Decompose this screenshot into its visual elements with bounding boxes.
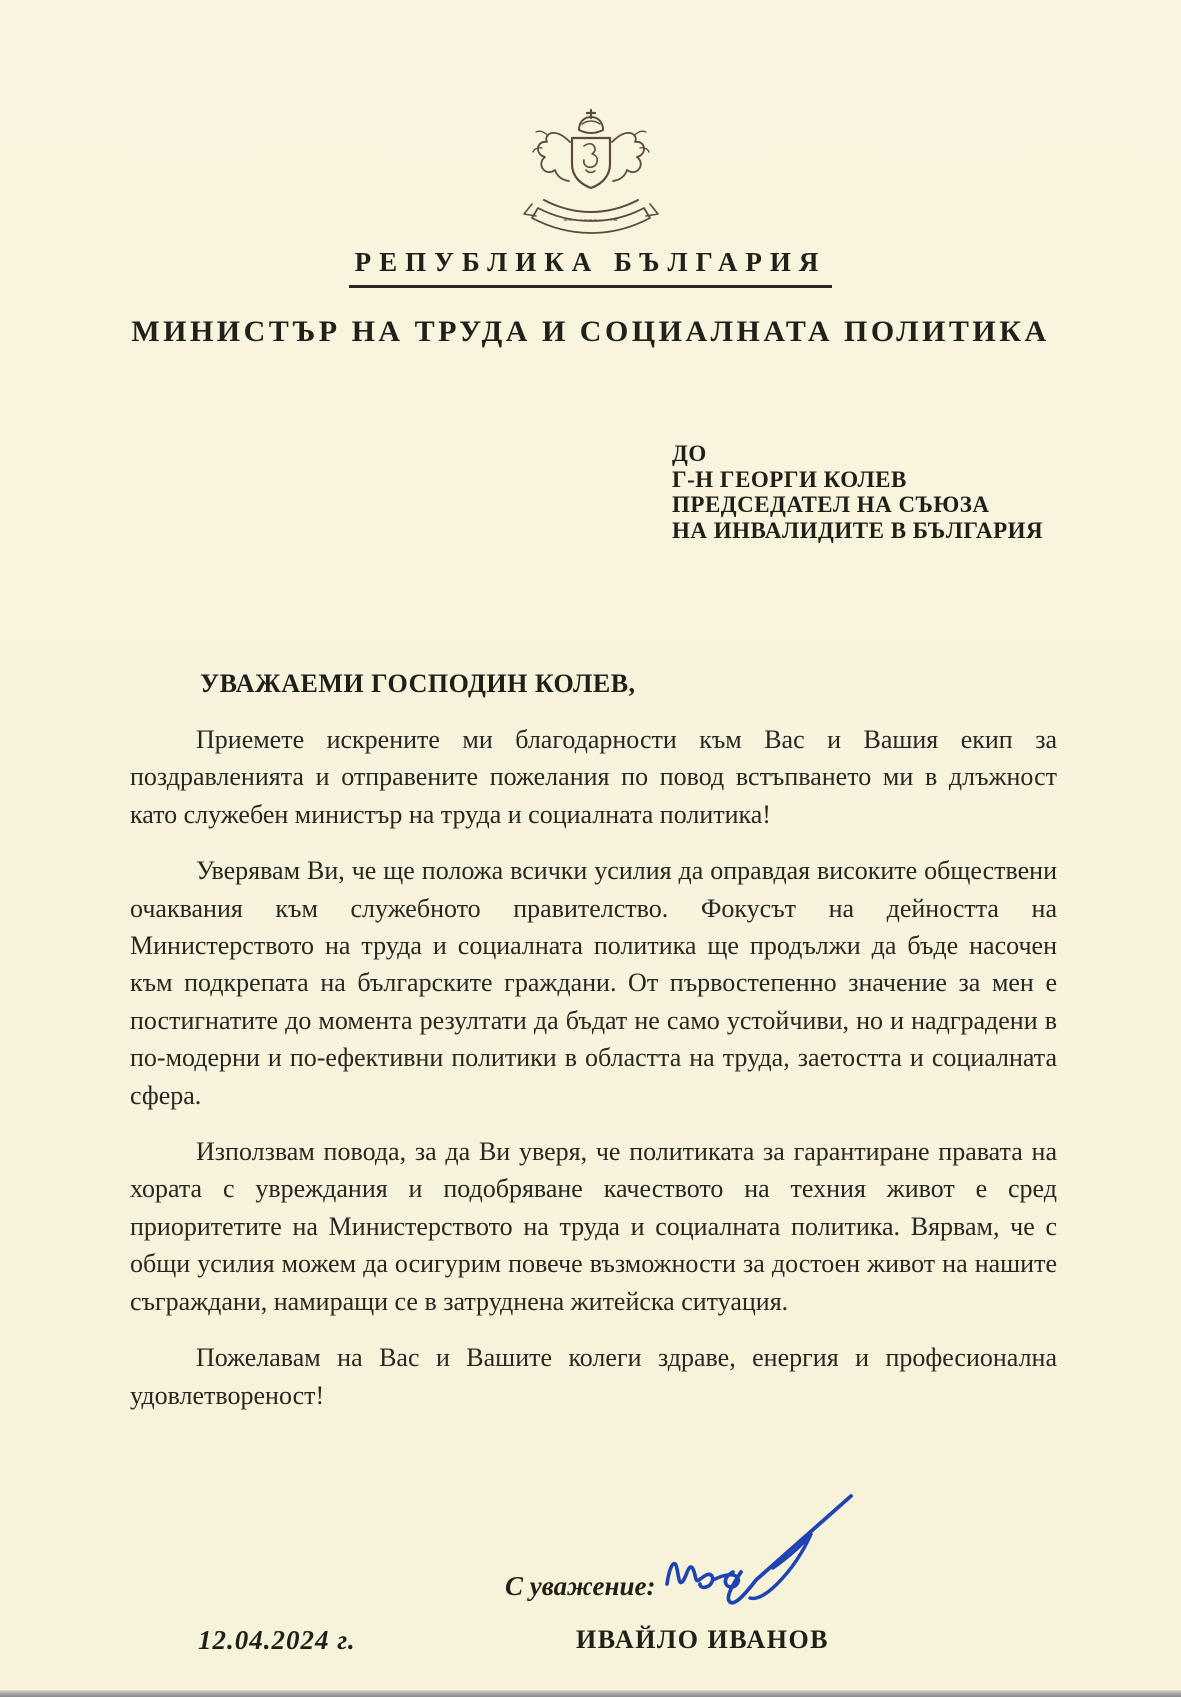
- letter-body: [130, 721, 1057, 1414]
- bulgaria-coat-of-arms-icon: [486, 104, 696, 236]
- handwritten-signature: [655, 1488, 885, 1628]
- closing-block: [0, 1433, 1181, 1697]
- letter-date: 12.04.2024 г.: [198, 1624, 356, 1655]
- paragraph-1: Приемете искрените ми благодарности към Вас и Вашия екип за поздравленията и отправените пожелания по повод встъпването ми в длъжност като служебен министър на труда и социалната политика!: [130, 725, 1057, 829]
- paragraph-3: Използвам повода, за да Ви уверя, че политиката за гарантиране правата на хората с увреждания и подобряване качеството на техния живот е сред приоритетите на Министерството на труда и социалната политика. Вярвам, че с общи усилия можем да осигурим повече възможности за достоен живот на нашите съграждани, намиращи се в затруднена житейска ситуация.: [130, 1137, 1057, 1316]
- addressee-line-to: ДО: [672, 441, 707, 466]
- addressee-line-name: Г-Н ГЕОРГИ КОЛЕВ: [672, 466, 907, 492]
- scan-edge: [0, 1690, 1181, 1697]
- addressee-line-title2: НА ИНВАЛИДИТЕ В БЪЛГАРИЯ: [672, 517, 1044, 543]
- salutation: УВАЖАЕМИ ГОСПОДИН КОЛЕВ,: [200, 669, 636, 698]
- closing-regards: С уважение:: [505, 1570, 656, 1601]
- republic-title: [0, 247, 1181, 288]
- paragraph-4: Пожелавам на Вас и Вашите колеги здраве, енергия и професионална удовлетвореност!: [130, 1343, 1057, 1410]
- paragraph-2: Уверявам Ви, че ще положа всички усилия да оправдая високите обществени очаквания към служебното правителство. Фокусът на дейността на Министерството на труда и социалната политика ще продължи да бъде насочен към подкрепата на българските граждани. От първостепенно значение за мен е постигнатите до момента резултати да бъдат не само устойчиви, но и надградени в по-модерни и по-ефективни политики в областта на труда, заетостта и социалната сфера.: [130, 856, 1057, 1110]
- minister-title: МИНИСТЪР НА ТРУДА И СОЦИАЛНАТА ПОЛИТИКА: [131, 315, 1050, 348]
- signer-name: ИВАЙЛО ИВАНОВ: [576, 1624, 830, 1654]
- letterhead: [0, 0, 1181, 349]
- republic-title-text: РЕПУБЛИКА БЪЛГАРИЯ: [349, 247, 833, 288]
- addressee-line-title1: ПРЕДСЕДАТЕЛ НА СЪЮЗА: [672, 492, 990, 517]
- addressee-block: [672, 441, 1181, 543]
